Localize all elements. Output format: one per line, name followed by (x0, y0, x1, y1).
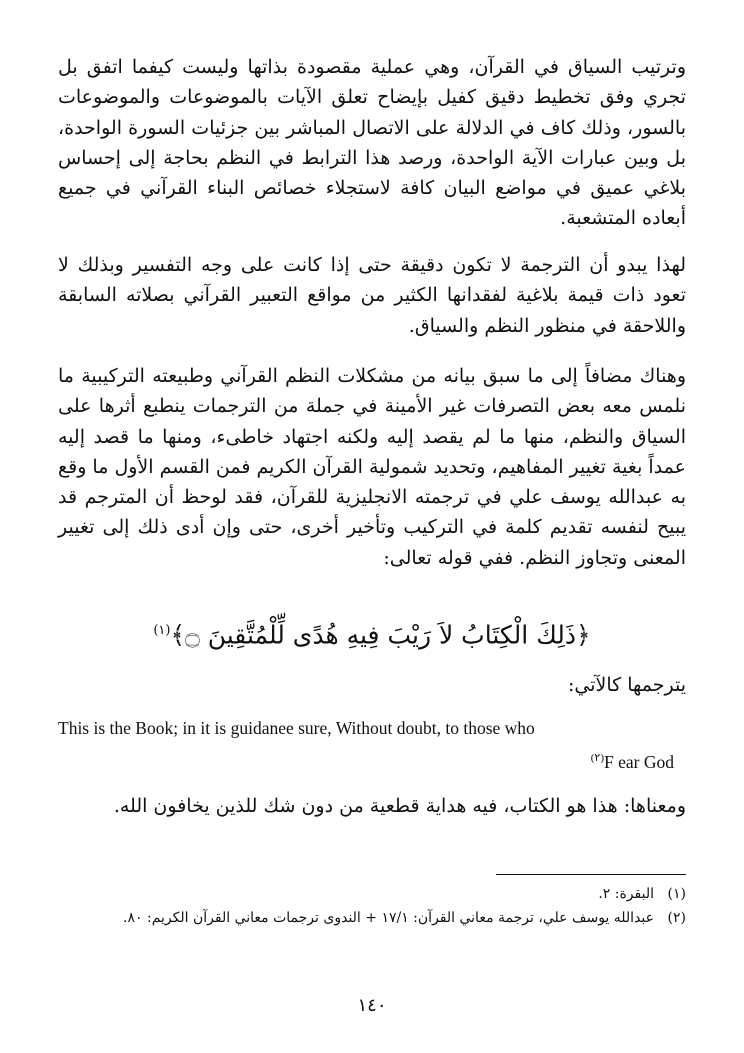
paragraph-1: وترتيب السياق في القرآن، وهي عملية مقصودة بذاتها وليست كيفما اتفق بل تجري وفق تخطيط دقيق كفيل بإيضاح تعلق الآيات بالموضوعات والموضوعات بالسور، وذلك كاف في الدلالة على الاتصال المباشر بين جزئيات السورة الواحدة، بل وبين عبارات الآية الواحدة، ورصد هذا الترابط في النظم بحاجة إلى إحساس بلاغي عميق في مواضع البيان كافة لاستجلاء خصائص البناء القرآني في جميع أبعاده المتشعبة. (58, 56, 686, 230)
footnote-number: (١) (667, 886, 686, 902)
meaning-paragraph: ومعناها: هذا هو الكتاب، فيه هداية قطعية من دون شك للذين يخافون الله. (113, 795, 686, 817)
english-line-2 (58, 743, 686, 777)
footnotes (58, 882, 686, 930)
footnote-text: البقرة: ٢. (598, 886, 654, 902)
footnote-1 (58, 882, 686, 906)
english-line-2-text: F ear God (604, 751, 674, 772)
paragraph-2: لهذا يبدو أن الترجمة لا تكون دقيقة حتى إذا كانت على وجه التفسير وبذلك لا تعود ذات قيمة بلاغية لفقدانها الكثير من مواقع التعبير القرآني بصلاته السابقة واللاحقة في منظور النظم والسياق. (58, 254, 686, 337)
english-footnote-ref: (٢) (590, 752, 605, 764)
footnote-2 (58, 906, 686, 930)
english-line-1: This is the Book; in it is guidanee sure, Without doubt, to those who (58, 718, 535, 738)
quran-verse (58, 612, 686, 654)
verse-footnote-ref: (١) (153, 623, 171, 638)
page-number: ١٤٠ (357, 995, 387, 1016)
verse-text: ﴿ذَلِكَ الْكِتَابُ لاَ رَيْبَ فِيهِ هُدًى لِّلْمُتَّقِينَ ۝﴾ (170, 620, 591, 650)
footnote-divider (496, 874, 686, 875)
paragraph-3: وهناك مضافاً إلى ما سبق بيانه من مشكلات النظم القرآني وطبيعته التركيبية ما نلمس معه بعض التصرفات غير الأمينة في جملة من الترجمات ينطبع أثرها على السياق والنظم، منها ما لم يقصد إليه ولكنه اجتهاد خاطىء، ومنها ما قصد إليه عمداً بغية تغيير المفاهيم، وتحديد شمولية القرآن الكريم فمن القسم الأول ما وقع به عبدالله يوسف علي في ترجمته الانجليزية للقرآن، فقد لوحظ أن المترجم قد يبيح لنفسه تقديم كلمة في التركيب وتأخير أخرى، حتى وإن أدى ذلك إلى تغيير المعنى وتجاوز النظم. ففي قوله تعالى: (58, 365, 686, 569)
footnote-text: عبدالله يوسف علي، ترجمة معاني القرآن: ١٧/١ + الندوى ترجمات معاني القرآن الكريم: ٨٠. (123, 910, 654, 926)
english-translation (58, 713, 686, 777)
translation-intro: يترجمها كالآتي: (567, 674, 686, 696)
footnote-number: (٢) (667, 910, 686, 926)
